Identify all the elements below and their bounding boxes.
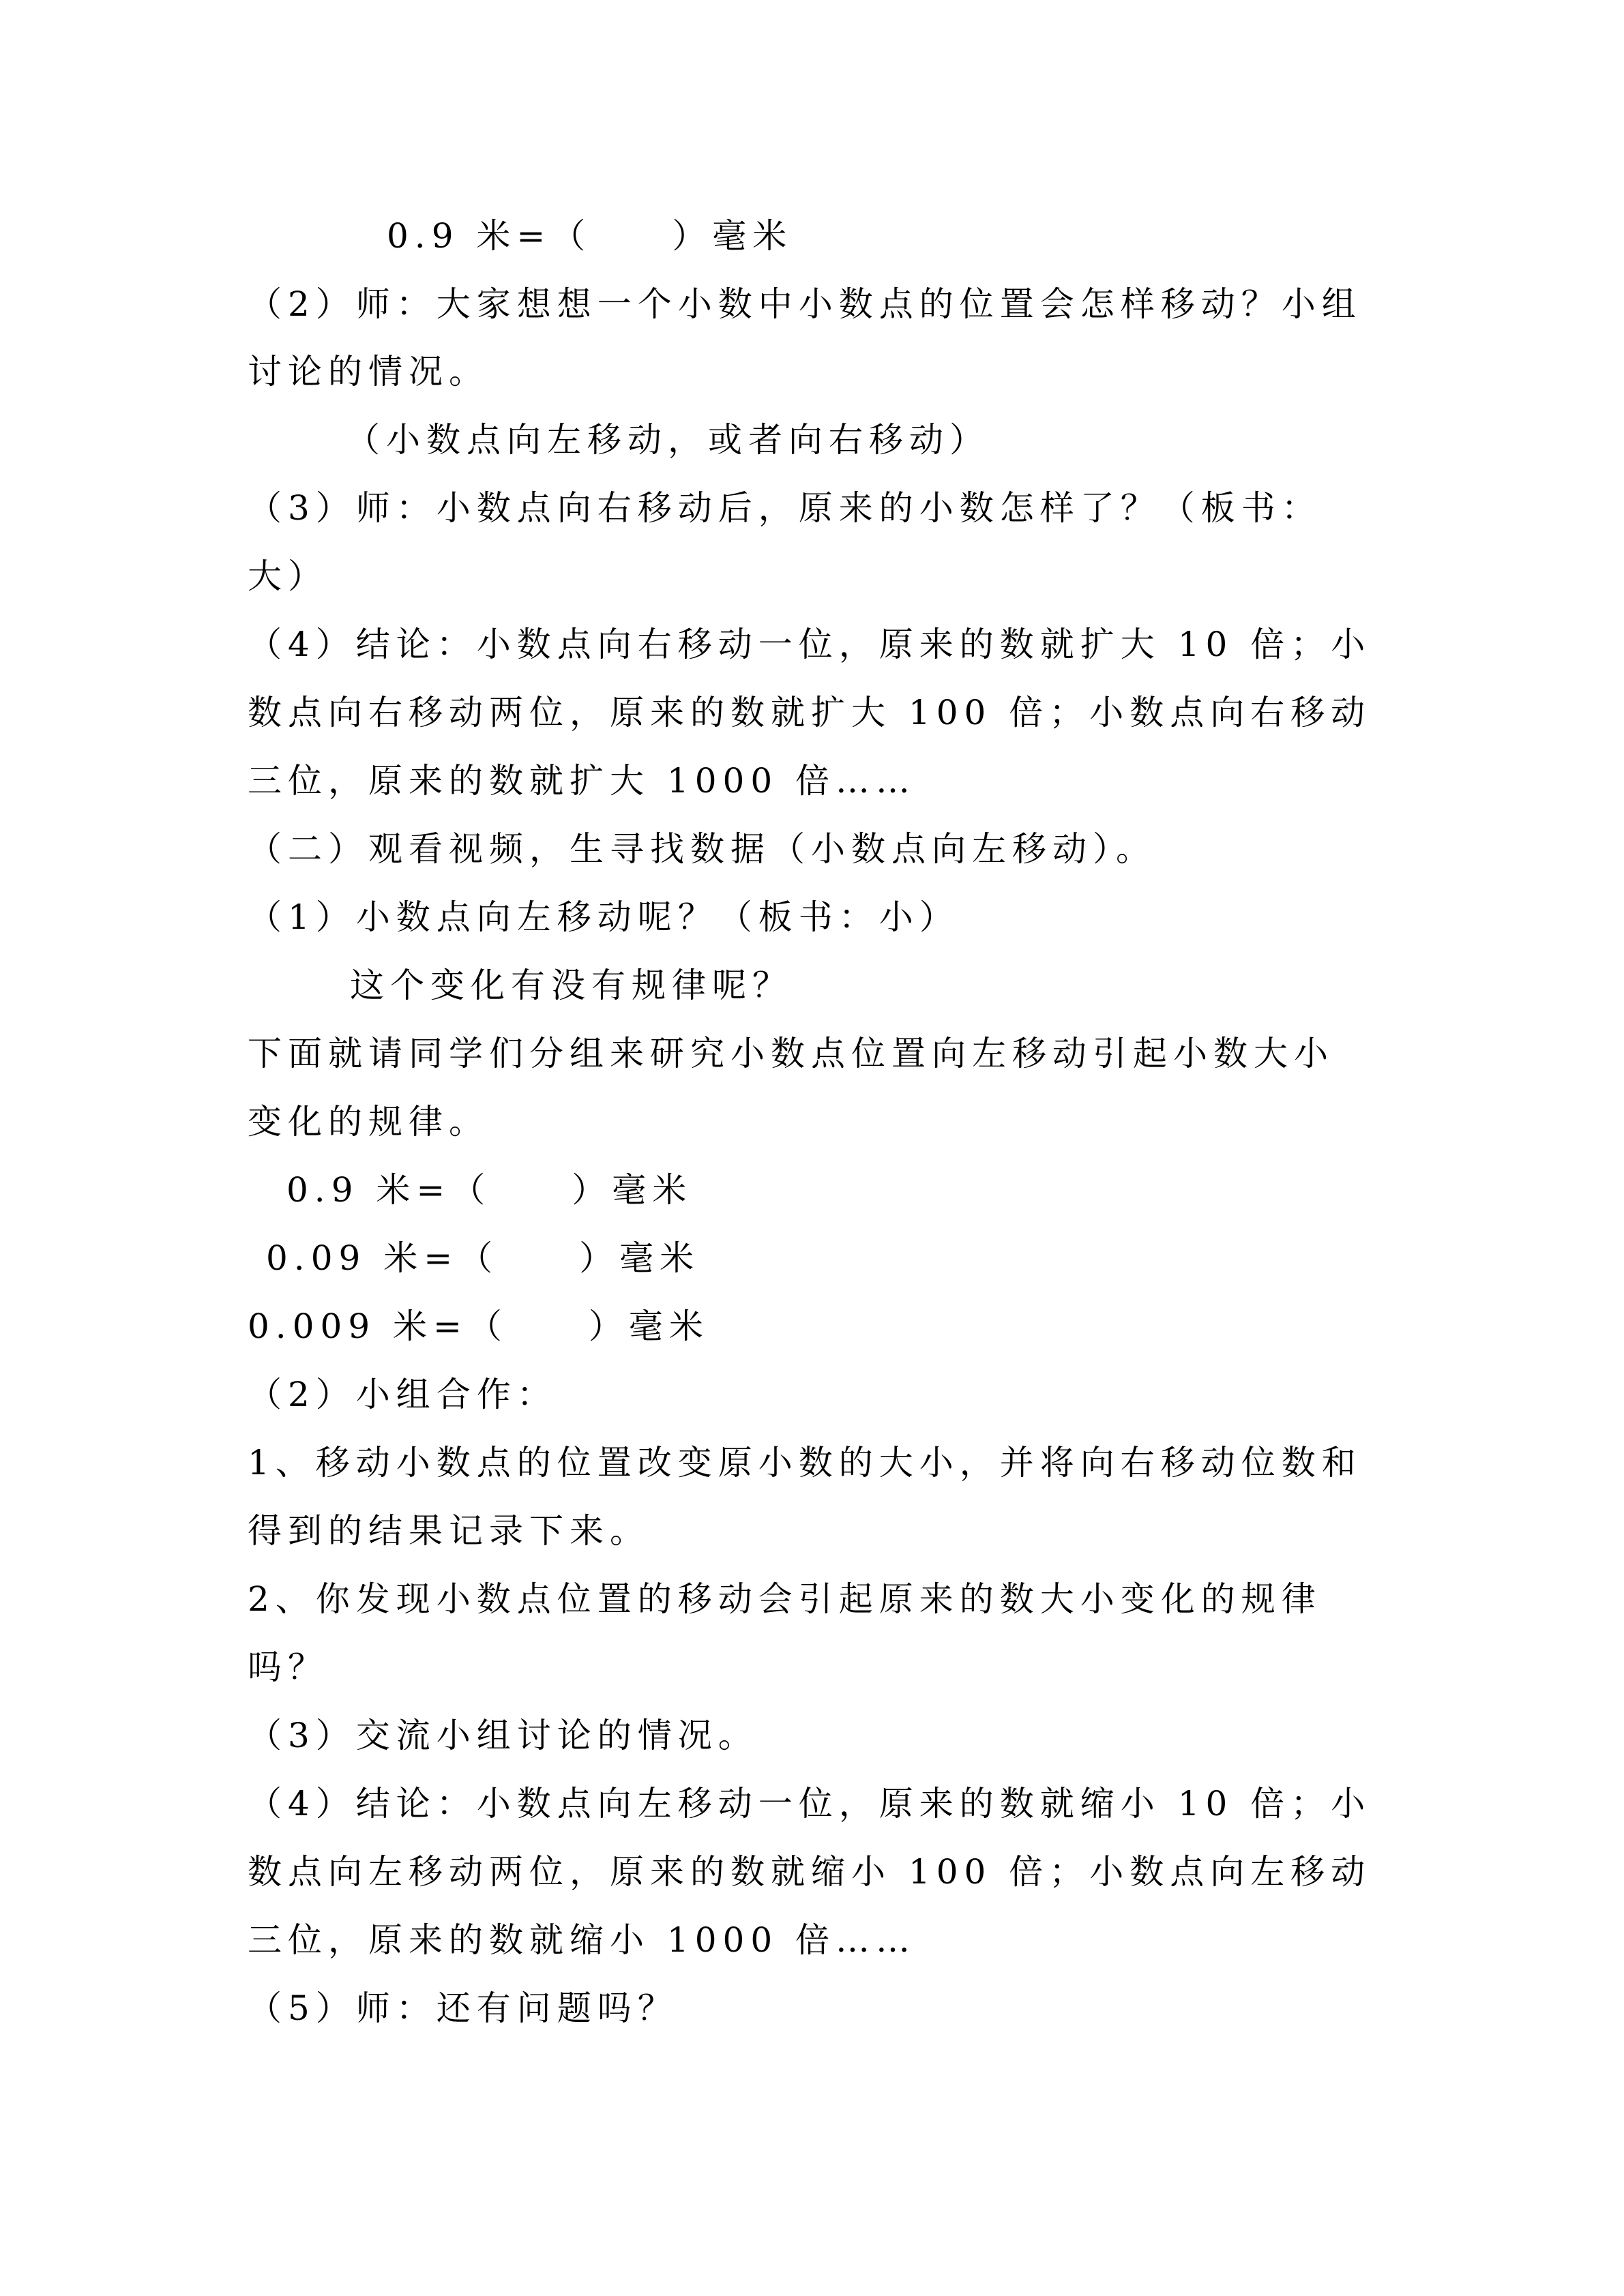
text-line: 变化的规律。 [248,1102,489,1142]
text-line: 吗？ [248,1648,328,1687]
text-line: 大） [248,556,328,596]
text-line: 三位，原来的数就缩小 1000 倍…… [248,1920,917,1960]
text-line: 0.009 米=（ ）毫米 [248,1307,709,1346]
text-line: 这个变化有没有规律呢？ [350,966,793,1005]
text-line: （3）交流小组讨论的情况。 [248,1716,758,1755]
text-line: 下面就请同学们分组来研究小数点位置向左移动引起小数大小 [248,1034,1334,1073]
text-line: 0.9 米=（ ）毫米 [286,1170,693,1210]
text-line: 0.9 米=（ ）毫米 [387,216,793,256]
text-line: （3）师：小数点向右移动后，原来的小数怎样了？（板书： [248,488,1322,528]
text-line: 三位，原来的数就扩大 1000 倍…… [248,761,917,801]
text-line: （2）小组合作： [248,1375,557,1414]
text-line: （小数点向左移动，或者向右移动） [346,420,990,460]
text-line: 2、你发现小数点位置的移动会引起原来的数大小变化的规律 [248,1579,1322,1619]
text-line: （1）小数点向左移动呢？（板书：小） [248,897,960,937]
text-line: 0.09 米=（ ）毫米 [266,1238,700,1278]
text-line: 数点向左移动两位，原来的数就缩小 100 倍；小数点向左移动 [248,1852,1372,1892]
text-line: （二）观看视频，生寻找数据（小数点向左移动）。 [248,829,1156,869]
text-line: （2）师：大家想想一个小数中小数点的位置会怎样移动？小组 [248,284,1362,324]
text-line: 1、移动小数点的位置改变原小数的大小，并将向右移动位数和 [248,1443,1362,1482]
text-line: 得到的结果记录下来。 [248,1511,650,1551]
text-line: 数点向右移动两位，原来的数就扩大 100 倍；小数点向右移动 [248,693,1372,732]
text-line: （5）师：还有问题吗？ [248,1988,678,2028]
text-line: 讨论的情况。 [248,352,489,391]
text-line: （4）结论：小数点向右移动一位，原来的数就扩大 10 倍；小 [248,625,1372,664]
text-line: （4）结论：小数点向左移动一位，原来的数就缩小 10 倍；小 [248,1784,1372,1823]
